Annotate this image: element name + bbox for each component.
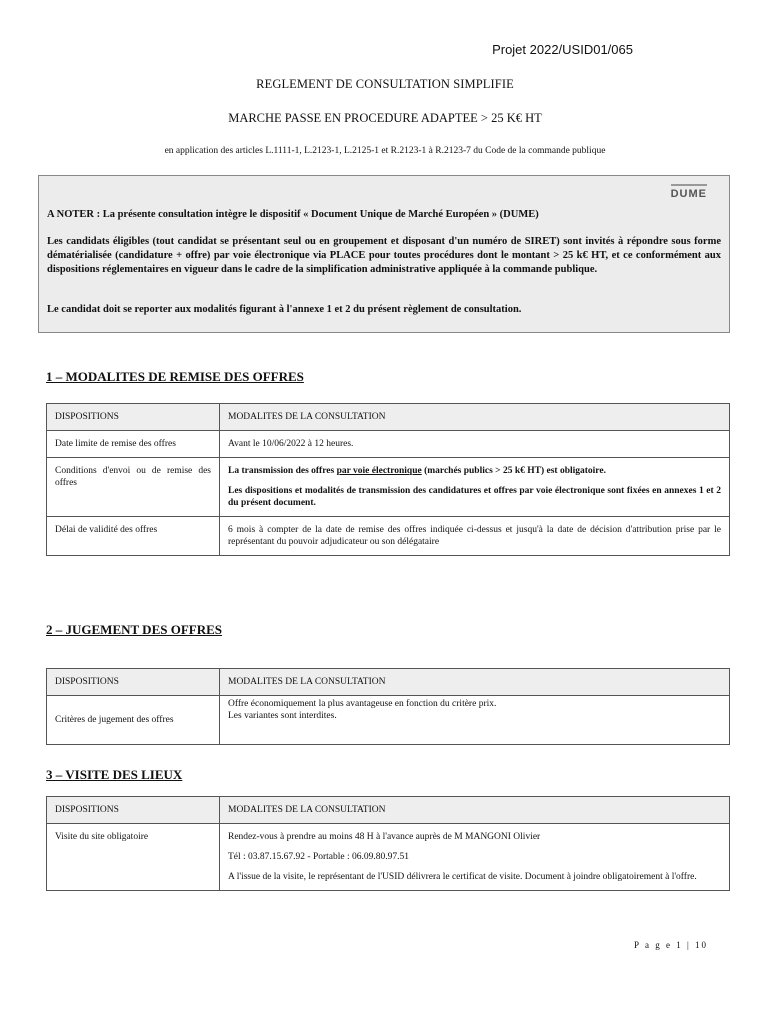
- appointment-text: Rendez-vous à prendre au moins 48 H à l'avance auprès de M MANGONI Olivier: [228, 832, 541, 842]
- page-number: P a g e 1 | 10: [634, 940, 708, 950]
- row-label: Date limite de remise des offres: [47, 431, 220, 458]
- table-row: [47, 458, 730, 517]
- table-header-row: [47, 669, 730, 696]
- row-value: 6 mois à compter de la date de remise des offres indiquée ci-dessus et jusqu'à la date de décision d'attribution prise par le représentant du pouvoir adjudicateur ou son délégataire: [220, 517, 730, 556]
- note-dume: A NOTER : La présente consultation intègre le dispositif « Document Unique de Marché Européen » (DUME): [47, 209, 539, 220]
- header-dispositions: DISPOSITIONS: [47, 669, 220, 696]
- transmission-text: [228, 465, 721, 477]
- header-modalites: MODALITES DE LA CONSULTATION: [220, 797, 730, 824]
- section-1-table: [46, 403, 730, 556]
- table-row: [47, 517, 730, 556]
- document-subtitle: MARCHE PASSE EN PROCEDURE ADAPTEE > 25 K€ HT: [228, 111, 542, 125]
- table-header-row: [47, 404, 730, 431]
- row-label: Critères de jugement des offres: [47, 696, 220, 745]
- criteria-text: Offre économiquement la plus avantageuse en fonction du critère prix.: [228, 699, 497, 709]
- table-row: [47, 824, 730, 891]
- transmission-text-a: La transmission des offres: [228, 466, 337, 476]
- transmission-details: Les dispositions et modalités de transmission des candidatures et offres par voie électronique sont fixées en annexes 1 et 2 du présent document.: [228, 486, 721, 508]
- table-row: [47, 696, 730, 745]
- dume-logo: DUME: [670, 188, 707, 200]
- header-modalites: MODALITES DE LA CONSULTATION: [220, 404, 730, 431]
- project-reference: Projet 2022/USID01/065: [492, 42, 633, 57]
- row-label: Délai de validité des offres: [47, 517, 220, 556]
- section-3-heading: 3 – VISITE DES LIEUX: [46, 767, 183, 782]
- transmission-text-b: (marchés publics > 25 k€ HT) est obligatoire.: [421, 466, 606, 476]
- document-title: REGLEMENT DE CONSULTATION SIMPLIFIE: [256, 77, 514, 91]
- section-2-table: [46, 668, 730, 745]
- note-box: [38, 175, 730, 333]
- table-header-row: [47, 797, 730, 824]
- certificate-text: A l'issue de la visite, le représentant de l'USID délivrera le certificat de visite. Document à joindre obligatoirement à l'offre.: [228, 872, 697, 882]
- note-annexes: Le candidat doit se reporter aux modalités figurant à l'annexe 1 et 2 du présent règlement de consultation.: [47, 304, 522, 315]
- row-label: Visite du site obligatoire: [47, 824, 220, 891]
- electronic-means-text: par voie électronique: [336, 466, 422, 476]
- section-3-table: [46, 796, 730, 891]
- header-modalites: MODALITES DE LA CONSULTATION: [220, 669, 730, 696]
- header-dispositions: DISPOSITIONS: [47, 404, 220, 431]
- section-2-heading: 2 – JUGEMENT DES OFFRES: [46, 622, 223, 637]
- row-label: Conditions d'envoi ou de remise des offres: [47, 458, 220, 517]
- application-articles: en application des articles L.1111-1, L.2123-1, L.2125-1 et R.2123-1 à R.2123-7 du Code de la commande publique: [164, 146, 606, 156]
- row-value: [220, 824, 730, 891]
- table-row: [47, 431, 730, 458]
- phone-text: Tél : 03.87.15.67.92 - Portable : 06.09.80.97.51: [228, 852, 410, 862]
- row-value: [220, 458, 730, 517]
- variants-text: Les variantes sont interdites.: [228, 711, 337, 721]
- note-candidates: Les candidats éligibles (tout candidat se présentant seul ou en groupement et disposant d'un numéro de SIRET) sont invités à répondre sous forme dématérialisée (candidature + offre) par voie électronique via PLACE pour toutes procédures dont le montant > 25 k€ HT, et ce conformément aux dispositions réglementaires en vigueur dans le cadre de la simplification administrative appliquée à la commande publique.: [47, 236, 721, 275]
- row-value: [220, 696, 730, 745]
- row-value: Avant le 10/06/2022 à 12 heures.: [220, 431, 730, 458]
- section-1-heading: 1 – MODALITES DE REMISE DES OFFRES: [46, 369, 304, 384]
- header-dispositions: DISPOSITIONS: [47, 797, 220, 824]
